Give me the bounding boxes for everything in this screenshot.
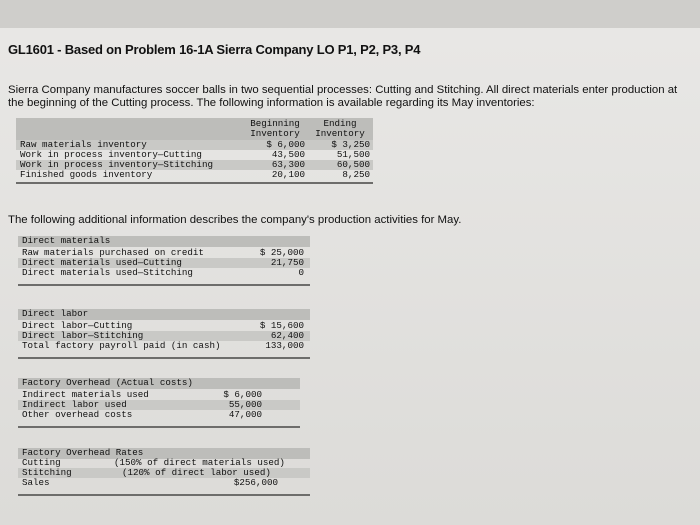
row-label: Indirect materials used <box>22 389 149 400</box>
row-label: Work in process inventory—Stitching <box>20 159 213 170</box>
row-value: 62,400 <box>270 330 304 341</box>
row-value: 47,000 <box>228 409 262 420</box>
row-value: (150% of direct materials used) <box>114 457 285 468</box>
row-label: Total factory payroll paid (in cash) <box>22 340 221 351</box>
row-label: Direct labor—Stitching <box>22 330 144 341</box>
row-end: 51,500 <box>336 149 370 160</box>
direct-labor-table <box>22 309 312 369</box>
problem-page <box>0 28 700 525</box>
row-value: (120% of direct labor used) <box>122 467 271 478</box>
row-label: Stitching <box>22 467 72 478</box>
overhead-rates-table <box>22 448 312 508</box>
row-label: Direct materials used—Cutting <box>22 257 182 268</box>
row-begin: 43,500 <box>271 149 305 160</box>
additional-info-heading: The following additional information describes the company's production activities for May. <box>8 214 462 226</box>
row-label: Sales <box>22 477 50 488</box>
section-header: Factory Overhead Rates <box>22 447 144 458</box>
row-label: Direct labor—Cutting <box>22 320 133 331</box>
table-rule <box>16 182 373 184</box>
section-header: Direct labor <box>22 308 89 319</box>
row-label: Indirect labor used <box>22 399 127 410</box>
ending-header-2: Inventory <box>315 128 365 139</box>
direct-materials-table <box>22 236 312 296</box>
table-rule <box>18 426 300 428</box>
row-label: Direct materials used—Stitching <box>22 267 193 278</box>
beginning-header-1: Beginning <box>250 118 300 129</box>
row-label: Other overhead costs <box>22 409 133 420</box>
row-end: 8,250 <box>342 169 370 180</box>
row-label: Raw materials purchased on credit <box>22 247 204 258</box>
row-begin: $ 6,000 <box>266 139 305 150</box>
row-value: $ 15,600 <box>259 320 304 331</box>
row-label: Finished goods inventory <box>20 169 153 180</box>
table-rule <box>18 494 310 496</box>
table-rule <box>18 284 310 286</box>
intro-paragraph: Sierra Company manufactures soccer balls in two sequential processes: Cutting and Stitching. All direct materials enter production at the beginning of the Cutting process. The following information is available regarding its May inventories: <box>8 84 678 109</box>
row-value: 21,750 <box>270 257 304 268</box>
section-header: Direct materials <box>22 235 111 246</box>
row-value: $ 6,000 <box>223 389 262 400</box>
row-value: 0 <box>298 267 304 278</box>
top-bar <box>0 0 700 28</box>
factory-overhead-table <box>22 378 302 438</box>
row-end: 60,500 <box>336 159 370 170</box>
row-value: 55,000 <box>228 399 262 410</box>
ending-header-1: Ending <box>323 118 357 129</box>
row-label: Raw materials inventory <box>20 139 147 150</box>
row-label: Cutting <box>22 457 61 468</box>
row-begin: 20,100 <box>271 169 305 180</box>
inventories-table <box>20 118 375 190</box>
table-rule <box>18 357 310 359</box>
page-title: GL1601 - Based on Problem 16-1A Sierra Company LO P1, P2, P3, P4 <box>8 42 421 57</box>
row-value: $ 25,000 <box>259 247 304 258</box>
section-header: Factory Overhead (Actual costs) <box>22 377 193 388</box>
beginning-header-2: Inventory <box>250 128 300 139</box>
row-begin: 63,300 <box>271 159 305 170</box>
row-value: $256,000 <box>233 477 278 488</box>
row-end: $ 3,250 <box>331 139 370 150</box>
row-value: 133,000 <box>265 340 304 351</box>
row-label: Work in process inventory—Cutting <box>20 149 202 160</box>
